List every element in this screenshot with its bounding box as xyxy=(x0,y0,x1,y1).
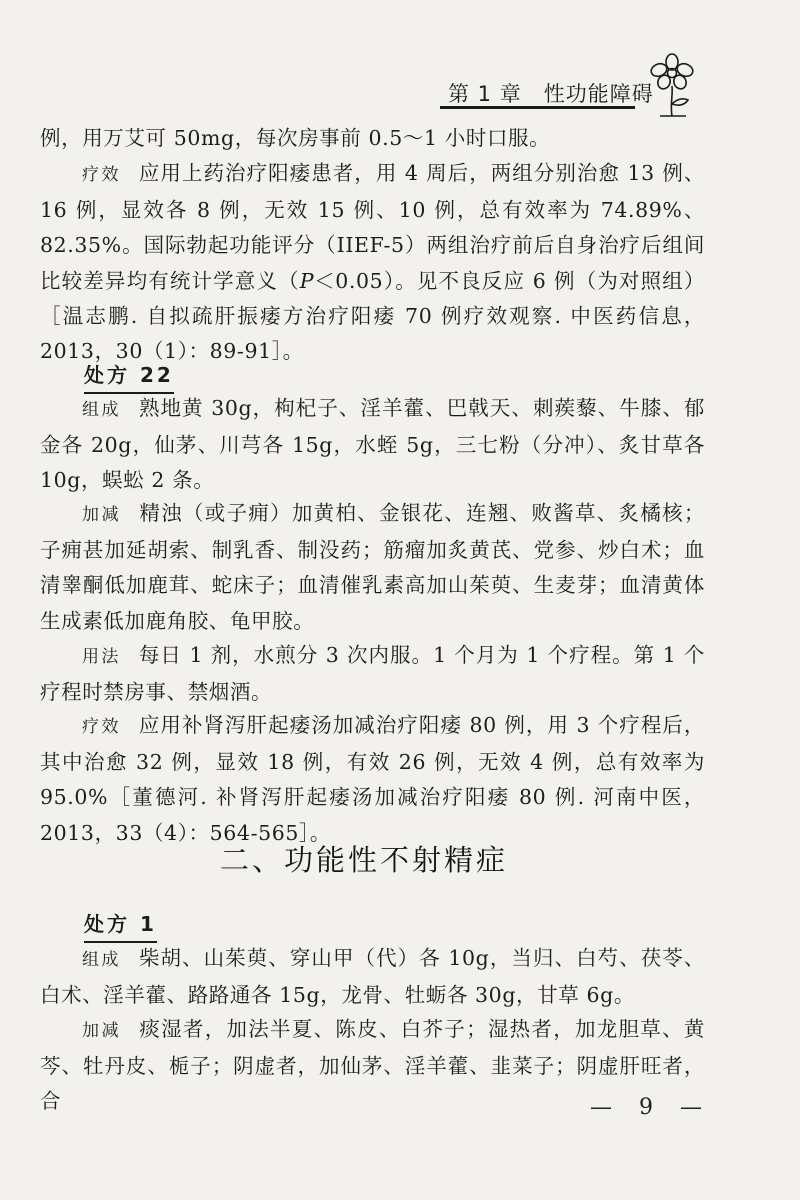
modification-label: 加减 xyxy=(82,505,122,525)
efficacy-text-b: ＜0.05）。见不良反应 6 例（为对照组）［温志鹏. 自拟疏肝振痿方治疗阳痿 70 例疗效观察. 中医药信息，2013，30（1）：89-91］。 xyxy=(40,268,706,364)
efficacy-text-a: 应用上药治疗阳痿患者，用 4 周后，两组分别治愈 13 例、16 例，显效各 8 例，无效 15 例、10 例，总有效率为 74.89%、82.35%。国际勃起功能评分（IIEF-5）两组治疗前后自身治疗后组间比较差异均有统计学意义（ xyxy=(40,161,706,293)
flower-icon xyxy=(648,52,696,118)
usage-label: 用法 xyxy=(82,647,121,667)
composition-text: 柴胡、山茱萸、穿山甲（代）各 10g，当归、白芍、茯苓、白术、淫羊藿、路路通各 15g，龙骨、牡蛎各 30g，甘草 6g。 xyxy=(40,946,706,1008)
efficacy-paragraph xyxy=(40,156,705,369)
section-title: 二、功能性不射精症 xyxy=(220,843,509,877)
usage-paragraph xyxy=(40,638,705,710)
paragraph-text: 例，用万艾可 50mg，每次房事前 0.5～1 小时口服。 xyxy=(40,126,551,150)
header-underline xyxy=(440,106,635,109)
modification-text: 痰湿者，加法半夏、陈皮、白芥子；湿热者，加龙胆草、黄芩、牡丹皮、栀子；阴虚者，加仙茅、淫羊藿、韭菜子；阴虚肝旺者，合 xyxy=(40,1017,706,1114)
chapter-title: 第 1 章 性功能障碍 xyxy=(448,82,654,106)
modification-text: 精浊（或子痈）加黄柏、金银花、连翘、败酱草、炙橘核；子痈甚加延胡索、制乳香、制没药；筋瘤加炙黄芪、党参、炒白术；血清睾酮低加鹿茸、蛇床子；血清催乳素高加山茱萸、生麦芽；血清黄体生成素低加鹿角胶、龟甲胶。 xyxy=(40,501,706,633)
prescription-1-heading: 处方 1 xyxy=(84,908,157,943)
paragraph-continuation xyxy=(40,121,705,156)
modification-label: 加减 xyxy=(82,1021,122,1041)
composition-paragraph-1 xyxy=(40,941,705,1013)
modification-paragraph xyxy=(40,496,705,639)
usage-text: 每日 1 剂，水煎分 3 次内服。1 个月为 1 个疗程。第 1 个疗程时禁房事、禁烟酒。 xyxy=(40,643,706,705)
composition-paragraph xyxy=(40,391,705,499)
efficacy-label: 疗效 xyxy=(82,717,121,737)
efficacy-paragraph-22 xyxy=(40,708,705,851)
p-symbol: P xyxy=(299,268,315,293)
page-number: — 9 — xyxy=(590,1095,712,1120)
composition-label: 组成 xyxy=(82,950,121,970)
composition-label: 组成 xyxy=(82,400,121,420)
efficacy-text: 应用补肾泻肝起痿汤加减治疗阳痿 80 例，用 3 个疗程后，其中治愈 32 例，显效 18 例，有效 26 例，无效 4 例，总有效率为 95.0%［董德河. 补肾泻肝起痿汤加减治疗阳痿 80 例. 河南中医，2013，33（4）：564-565］。 xyxy=(40,713,706,845)
prescription-22-heading: 处方 22 xyxy=(84,359,174,394)
efficacy-label: 疗效 xyxy=(82,165,121,185)
composition-text: 熟地黄 30g，枸杞子、淫羊藿、巴戟天、刺蒺藜、牛膝、郁金各 20g，仙茅、川芎各 15g，水蛭 5g，三七粉（分冲）、炙甘草各 10g，蜈蚣 2 条。 xyxy=(40,396,706,493)
